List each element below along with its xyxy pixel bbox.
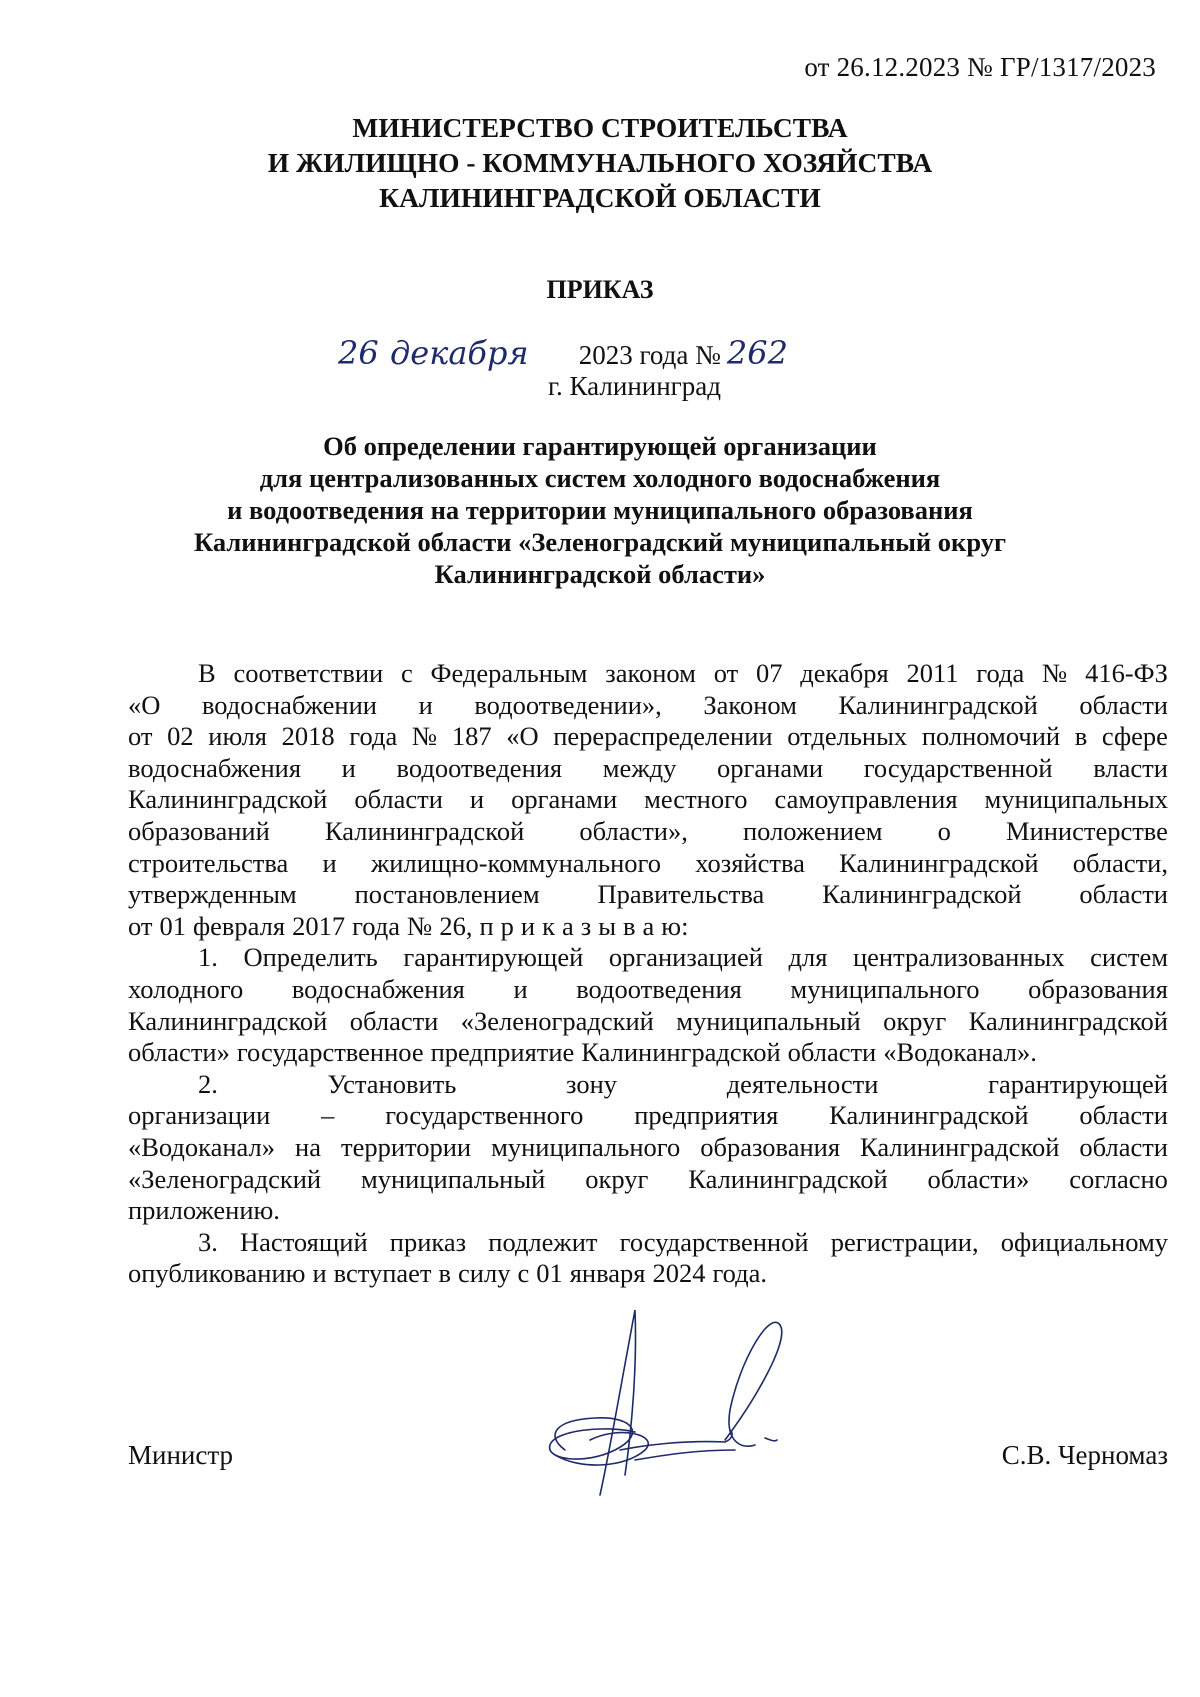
body-line: 1. Определить гарантирующей организацией для централизованных систем bbox=[198, 942, 1168, 973]
body-line: опубликованию и вступает в силу с 01 января 2024 года. bbox=[128, 1258, 768, 1289]
body-line: от 01 февраля 2017 года № 26, п р и к а з ы в а ю: bbox=[128, 910, 689, 941]
ministry-line: МИНИСТЕРСТВО СТРОИТЕЛЬСТВА bbox=[352, 112, 848, 143]
subject-line: для централизованных систем холодного водоснабжения bbox=[259, 463, 941, 493]
body-line: 2. Установить зону деятельности гарантирующей bbox=[198, 1068, 1168, 1099]
body-line: области» государственное предприятие Калининградской области «Водоканал». bbox=[128, 1037, 1037, 1068]
body-line: Калининградской области «Зеленоградский муниципальный округ Калининградской bbox=[128, 1005, 1168, 1036]
signer-name: С.В. Черномаз bbox=[1001, 1440, 1168, 1470]
order-year-text: 2023 года № bbox=[578, 340, 721, 370]
subject-line: Калининградской области «Зеленоградский муниципальный округ bbox=[194, 527, 1006, 557]
document-type-title: ПРИКАЗ bbox=[546, 275, 654, 304]
body-line: холодного водоснабжения и водоотведения муниципального образования bbox=[128, 973, 1168, 1004]
handwritten-month: декабря bbox=[390, 334, 529, 372]
body-line: 3. Настоящий приказ подлежит государственной регистрации, официальному bbox=[198, 1226, 1168, 1257]
order-subject bbox=[60, 430, 1140, 590]
body-line: организации – государственного предприятия Калининградской области bbox=[128, 1100, 1168, 1131]
subject-line: и водоотведения на территории муниципального образования bbox=[227, 495, 973, 525]
subject-line: Калининградской области» bbox=[434, 559, 766, 589]
order-body bbox=[128, 658, 1168, 1290]
ministry-header bbox=[0, 110, 1200, 215]
body-line: «Зеленоградский муниципальный округ Калининградской области» согласно bbox=[128, 1163, 1168, 1194]
body-line: от 02 июля 2018 года № 187 «О перераспределении отдельных полномочий в сфере bbox=[128, 721, 1168, 752]
body-line: Калининградской области и органами местного самоуправления муниципальных bbox=[128, 784, 1168, 815]
body-line: утвержденным постановлением Правительства Калининградской области bbox=[128, 879, 1168, 910]
signature-block bbox=[128, 1440, 1168, 1480]
handwritten-signature bbox=[525, 1300, 805, 1520]
body-line: приложению. bbox=[128, 1195, 280, 1226]
handwritten-day: 26 bbox=[338, 334, 379, 372]
order-date-line bbox=[338, 334, 788, 372]
body-line: образований Калининградской области», положением о Министерстве bbox=[128, 815, 1168, 846]
body-line: «Водоканал» на территории муниципального образования Калининградской области bbox=[128, 1131, 1168, 1162]
signer-role: Министр bbox=[128, 1440, 233, 1470]
body-line: строительства и жилищно-коммунального хозяйства Калининградской области, bbox=[128, 847, 1168, 878]
body-line: «О водоснабжении и водоотведении», Законом Калининградской области bbox=[128, 689, 1168, 720]
ministry-line: КАЛИНИНГРАДСКОЙ ОБЛАСТИ bbox=[379, 182, 821, 213]
body-line: водоснабжения и водоотведения между органами государственной власти bbox=[128, 752, 1168, 783]
order-city: г. Калининград bbox=[548, 371, 721, 401]
registration-number: от 26.12.2023 № ГР/1317/2023 bbox=[804, 52, 1156, 82]
subject-line: Об определении гарантирующей организации bbox=[323, 431, 877, 461]
handwritten-order-number: 262 bbox=[726, 334, 788, 372]
body-line: В соответствии с Федеральным законом от 07 декабря 2011 года № 416-ФЗ bbox=[198, 658, 1168, 688]
ministry-line: И ЖИЛИЩНО - КОММУНАЛЬНОГО ХОЗЯЙСТВА bbox=[267, 147, 933, 178]
